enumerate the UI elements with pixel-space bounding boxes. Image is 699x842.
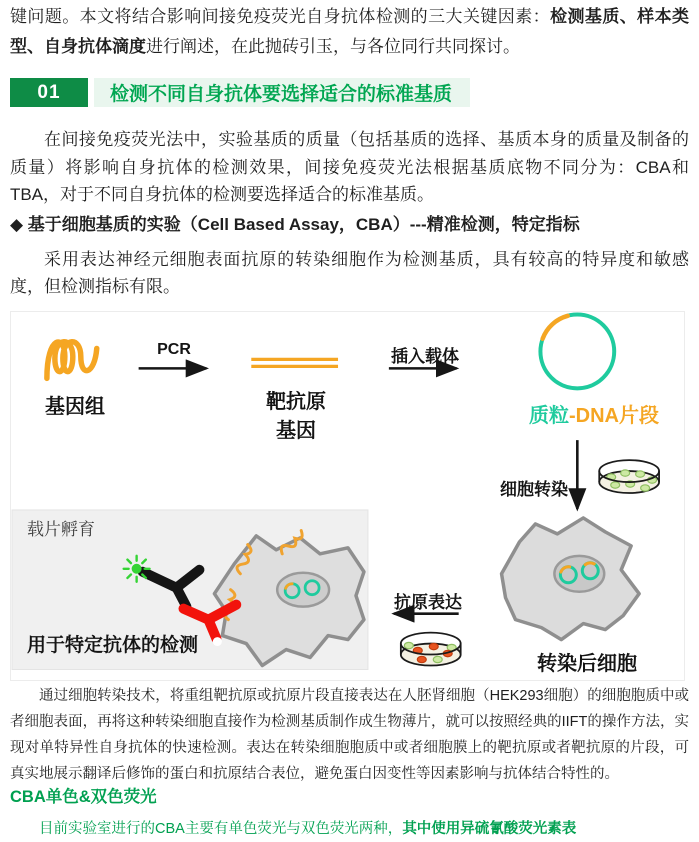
plasmid-dna-label: 质粒-DNA片段 [529,404,659,427]
intro-text-bold: 检测基质、样本类型、自身抗体滴度 [10,7,690,56]
petri-dish-mixed-icon [401,632,461,665]
antibody-tip-dot [213,637,222,646]
target-gene-strands-icon [251,359,338,366]
section-header [10,78,689,107]
specific-antibody-detection-label: 用于特定抗体的检测 [27,634,199,656]
transfected-cell-label: 转染后细胞 [537,652,637,675]
fluorescence-heading: CBA单色&双色荧光 [10,787,157,806]
article-page [0,2,699,842]
plasmid-circle-icon [540,314,614,388]
pcr-label: PCR [157,340,191,358]
intro-text-post: 进行阐述，在此抛砖引玉，与各位同行共同探讨。 [146,37,520,56]
paragraph-transfection: 通过细胞转染技术，将重组靶抗原或抗原片段直接表达在人胚肾细胞（HEK293细胞）的细胞胞质中或者细胞表面，再将这种转染细胞直接作为检测基质制作成生物薄片，就可以按照经典的IIFT的操作方法，实现对单特异性自身抗体的快速检测。表达在转染细胞胞质中或者细胞膜上的靶抗原或者靶抗原的片段，可真实地展示翻译后修饰的蛋白和抗原结合表位，避免蛋白因变性等因素影响与抗体结合特性的。 [10,687,689,782]
tail-text-pre: 目前实验室进行的CBA主要有单色荧光与双色荧光两种， [39,820,403,837]
section-title-strip [94,78,470,107]
section-title: 检测不同自身抗体要选择适合的标准基质 [110,84,453,105]
section-number-badge: 01 [10,78,88,107]
target-antigen-label: 靶抗原 基因 [266,390,326,442]
tail-paragraph [10,816,689,842]
antigen-expression-label: 抗原表达 [394,592,462,612]
intro-text-pre: 键问题。本文将结合影响间接免疫荧光自身抗体检测的三大关键因素： [10,7,551,26]
transfected-cell-icon [502,517,640,639]
slide-incubation-label: 载片孵育 [27,519,95,539]
cba-workflow-diagram [10,311,685,681]
cell-transfection-label: 细胞转染 [500,479,568,499]
genome-squiggle-icon [47,341,97,378]
tail-text-bold: 其中使用异硫氰酸荧光素表 [402,820,577,837]
intro-paragraph [10,2,689,62]
paragraph-matrix: 在间接免疫荧光法中，实验基质的质量（包括基质的选择、基质本身的质量及制备的质量）将影响自身抗体的检测效果，间接免疫荧光法根据基质底物不同分为：CBA和TBA，对于不同自身抗体的检测要选择适合的标准基质。 [10,130,689,204]
fluorescent-tag-icon [124,555,150,581]
petri-dish-green-icon [599,460,659,493]
genome-label: 基因组 [45,395,105,418]
insert-vector-label: 插入载体 [391,346,459,366]
cba-subheading: ◆ 基于细胞基质的实验（Cell Based Assay，CBA）---精准检测，特定指标 [10,214,580,234]
diagram-graphics [11,312,684,680]
paragraph-cba: 采用表达神经元细胞表面抗原的转染细胞作为检测基质，具有较高的特异度和敏感度，但检测指标有限。 [10,249,689,296]
